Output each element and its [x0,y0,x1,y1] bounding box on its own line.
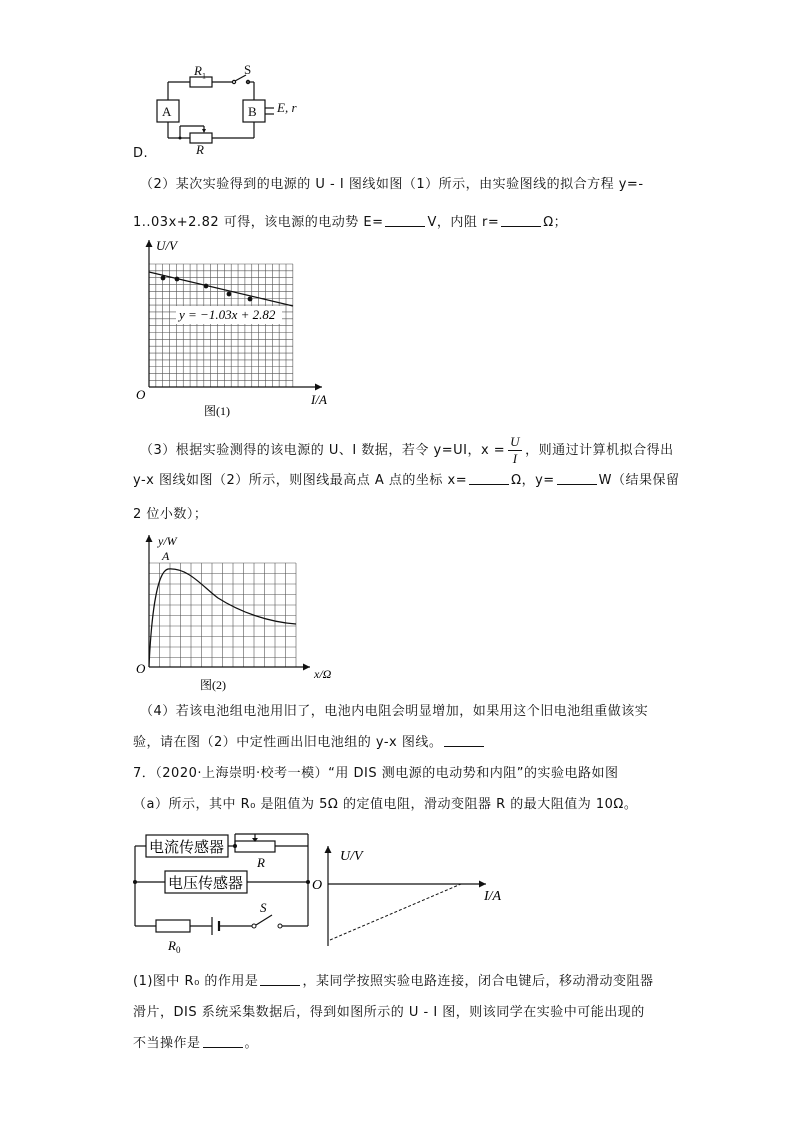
resistor-r0-box [156,920,190,932]
figure-a-u-i-sketch [308,840,518,955]
fig1-data-point [161,276,166,281]
figure-a-circuit [128,826,328,958]
figure-2-y-x-chart [128,527,333,695]
q4-line2: 验，请在图（2）中定性画出旧电池组的 y-x 图线。 [133,733,486,753]
label-emf: E, r [277,100,297,115]
q3-line3: 2 位小数）； [133,507,208,522]
fig2-caption: 图(2) [200,678,226,692]
fig1-data-point [227,292,232,297]
fig1-origin: O [136,387,146,402]
current-sensor-label: 电流传感器 [149,838,225,856]
fig1-data-point [204,284,209,289]
fraction-u-over-i: $\frac{U}{I}$ [510,434,521,466]
label-a: A [162,104,172,119]
q4-line1: （4）若该电池组电池用旧了，电池内电阻会明显增加，如果用这个旧电池组重做该实 [140,704,649,719]
fig1-caption: 图(1) [204,404,230,418]
q7-1-line1: (1)图中 R₀ 的作用是 ，某同学按照实验电路连接，闭合电键后，移动滑动变阻器 [133,974,654,989]
fig2-origin: O [136,661,146,676]
fig1-xlabel: I/A [311,392,327,407]
q7-line2: （a）所示，其中 R₀ 是阻值为 5Ω 的定值电阻，滑动变阻器 R 的最大阻值为 10Ω。 [133,797,638,812]
figure-1-u-i-chart [130,232,350,420]
option-d-label: D. [133,146,149,161]
label-r1: $R_1$ [194,63,206,81]
switch-s-lever [256,915,272,925]
q2-line1: （2）某次实验得到的电源的 U - I 图线如图（1）所示，由实验图线的拟合方程 y=- [140,177,644,192]
blank-r0-role[interactable] [260,973,300,986]
q2-line2: 1..03x+2.82 可得，该电源的电动势 E= V，内阻 r= Ω； [133,215,568,230]
q7-1-line2: 滑片，DIS 系统采集数据后，得到如图所示的 U - I 图，则该同学在实验中可能出现的 [133,1005,645,1020]
fig1-data-point [175,277,180,282]
voltage-sensor-label: 电压传感器 [168,874,244,892]
label-b: B [248,104,257,119]
q7-line1: 7．（2020·上海崇明·校考一模）“用 DIS 测电源的电动势和内阻”的实验电路如图 [133,766,619,781]
blank-emf[interactable] [385,214,425,227]
fig1-fit-line [149,272,293,306]
blank-q4[interactable] [444,734,484,747]
switch-label: S [260,900,267,915]
blank-x-coord[interactable] [469,472,509,485]
r0-label: $R_0$ [168,938,181,955]
sketch-ylabel: U/V [340,849,363,864]
q3-line1: （3）根据实验测得的该电源的 U、I 数据，若令 y=UI，x = $\frac{U}{I}$ ，则通过计算机拟合得出 [140,434,674,466]
fig2-xlabel: x/Ω [314,667,332,681]
label-rheostat: R [196,142,204,157]
fig2-ylabel: y/W [158,534,177,548]
fig1-equation: y = −1.03x + 2.82 [179,307,276,322]
fig1-ylabel: U/V [156,238,177,253]
blank-resistance[interactable] [501,214,541,227]
q3-line2: y-x 图线如图（2）所示，则图线最高点 A 点的坐标 x= Ω，y= W（结果保留 [133,473,680,488]
fig2-point-a: A [162,549,170,563]
label-switch-s: S [244,62,252,77]
fig1-data-point [248,297,253,302]
blank-improper-operation[interactable] [203,1035,243,1048]
sketch-origin: O [312,878,323,893]
rheostat-r-box [235,841,275,852]
blank-y-coord[interactable] [557,472,597,485]
rheostat-label: R [257,855,265,870]
q7-1-line3: 不当操作是 。 [133,1036,259,1051]
sketch-dashed-line [330,884,461,940]
sketch-xlabel: I/A [484,889,502,904]
